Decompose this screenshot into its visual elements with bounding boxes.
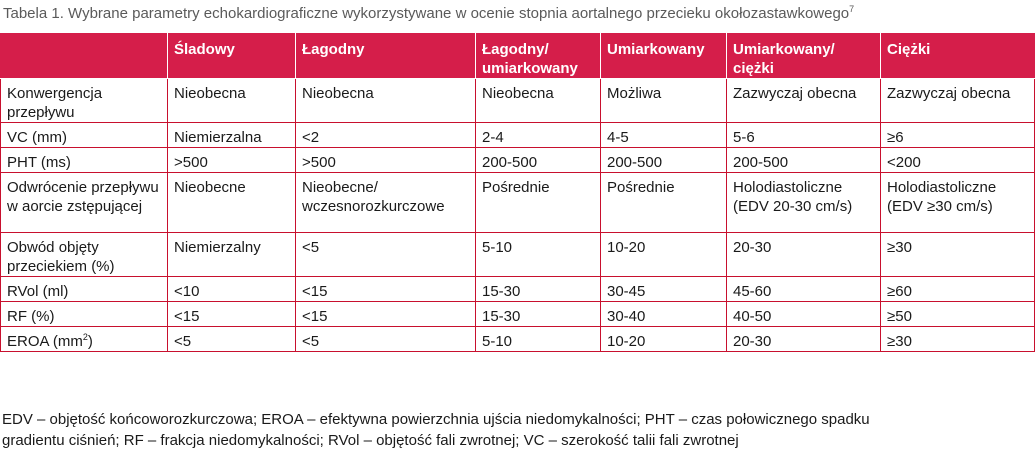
cell-value: 2-4 [482,129,504,146]
cell-value: 5-6 [733,129,755,146]
table-cell [296,173,476,233]
table-cell [168,302,296,327]
table-cell [476,302,601,327]
table-cell [296,123,476,148]
cell-value: Pośrednie [607,179,675,196]
row-label-cell [1,173,168,233]
cell-value: Niemierzalna [174,129,262,146]
row-label: RVol (ml) [7,283,69,300]
table-cell [168,79,296,123]
table-cell [296,148,476,173]
table-row [1,233,1035,277]
table-body [1,79,1035,352]
cell-value: Nieobecne [174,179,246,196]
table-cell [476,123,601,148]
cell-value: Pośrednie [482,179,550,196]
table-row [1,277,1035,302]
unit-close-paren: ) [87,333,93,350]
cell-value: Zazwyczaj obecna [733,85,857,102]
table-cell [476,327,601,352]
table-cell [881,233,1035,277]
header-row [1,34,1035,79]
table-cell [881,79,1035,123]
cell-value: 4-5 [607,129,629,146]
table-cell [601,327,727,352]
table-cell [727,173,881,233]
table-cell [168,173,296,233]
cell-value: 10-20 [607,239,646,256]
table-cell [476,148,601,173]
cell-value: <2 [302,129,320,146]
table-cell [476,233,601,277]
header-cell-empty [1,34,168,79]
footnote-line-1: EDV – objętość końcoworozkurczowa; EROA – efektywna powierzchnia ujścia niedomykalności; PHT – czas połowicznego spadku [2,411,870,428]
cell-value: 30-45 [607,283,646,300]
cell-value: <15 [302,283,328,300]
table-cell [168,277,296,302]
table-cell [881,123,1035,148]
table-cell [881,173,1035,233]
cell-value: <5 [302,333,320,350]
table-cell [727,327,881,352]
cell-value: 40-50 [733,308,772,325]
table-cell [881,302,1035,327]
table-cell [168,123,296,148]
table-cell [881,148,1035,173]
unit-superscript: 2 [82,332,88,342]
row-label: RF (%) [7,308,55,325]
header-cell: Łagodny [296,34,476,79]
table-cell [296,79,476,123]
table-cell [727,123,881,148]
cell-value: 20-30 [733,333,772,350]
cell-value: >500 [174,154,208,171]
table-row [1,302,1035,327]
table-cell [168,327,296,352]
table-row [1,123,1035,148]
table-header [1,34,1035,79]
table-cell [476,173,601,233]
row-label-cell [1,148,168,173]
row-label: Konwergencja przepływu [7,85,103,121]
caption-text: Tabela 1. Wybrane parametry echokardiograficzne wykorzystywane w ocenie stopnia aortalnego przecieku okołozastawkowego [3,5,850,22]
table-cell [601,148,727,173]
cell-value: <5 [174,333,192,350]
cell-value: Niemierzalny [174,239,261,256]
cell-value: ≥50 [887,308,912,325]
cell-value: 10-20 [607,333,646,350]
cell-value: ≥30 [887,239,912,256]
table-cell [476,79,601,123]
table-cell [727,79,881,123]
cell-value: >500 [302,154,336,171]
cell-value: Nieobecne/ wczesnorozkurczowe [302,179,445,215]
table-cell [168,233,296,277]
cell-value: Holodiastoliczne (EDV 20-30 cm/s) [733,179,853,215]
table-cell [601,123,727,148]
cell-value: 30-40 [607,308,646,325]
header-cell: Umiarkowany [601,34,727,79]
row-label-cell [1,302,168,327]
table-footnote [2,409,1032,451]
cell-value: 15-30 [482,308,521,325]
header-cell: Umiarkowany/ ciężki [727,34,881,79]
header-cell: Śladowy [168,34,296,79]
row-label: EROA (mm [7,333,83,350]
cell-value: 200-500 [482,154,538,171]
table-cell [601,173,727,233]
cell-value: Nieobecna [302,85,374,102]
cell-value: ≥30 [887,333,912,350]
cell-value: <15 [174,308,200,325]
table-cell [727,233,881,277]
cell-value: Zazwyczaj obecna [887,85,1011,102]
table-row [1,173,1035,233]
table-cell [727,277,881,302]
table-cell [296,302,476,327]
cell-value: 45-60 [733,283,772,300]
header-cell: Łagodny/ umiarkowany [476,34,601,79]
cell-value: 15-30 [482,283,521,300]
table-cell [601,277,727,302]
cell-value: Możliwa [607,85,662,102]
row-label-cell [1,233,168,277]
cell-value: <10 [174,283,200,300]
cell-value: ≥6 [887,129,904,146]
cell-value: ≥60 [887,283,912,300]
cell-value: <15 [302,308,328,325]
cell-value: <200 [887,154,921,171]
table-cell [168,148,296,173]
table-cell [601,233,727,277]
table-cell [881,277,1035,302]
footnote-line-2: gradientu ciśnień; RF – frakcja niedomykalności; RVol – objętość fali zwrotnej; VC – szerokość talii fali zwrotnej [2,432,739,449]
table-cell [727,148,881,173]
row-label-cell [1,79,168,123]
cell-value: 200-500 [733,154,789,171]
table-row [1,148,1035,173]
header-cell: Ciężki [881,34,1035,79]
parameters-table [0,33,1035,352]
table-cell [476,277,601,302]
row-label: Obwód objęty przeciekiem (%) [7,239,115,275]
table-cell [296,233,476,277]
row-label-cell [1,327,168,352]
row-label: Odwrócenie przepływu w aorcie zstępującej [7,179,159,215]
table-cell [881,327,1035,352]
table-cell [601,79,727,123]
cell-value: <5 [302,239,320,256]
cell-value: 200-500 [607,154,663,171]
table-cell [601,302,727,327]
cell-value: 5-10 [482,333,513,350]
table-row [1,327,1035,352]
table-cell [296,327,476,352]
row-label: VC (mm) [7,129,67,146]
row-label-cell [1,277,168,302]
cell-value: Nieobecna [482,85,554,102]
caption-reference: 7 [849,4,855,14]
row-label: PHT (ms) [7,154,71,171]
table-caption [3,5,854,22]
cell-value: 20-30 [733,239,772,256]
row-label-cell [1,123,168,148]
table-cell [296,277,476,302]
cell-value: 5-10 [482,239,513,256]
table-row [1,79,1035,123]
table-cell [727,302,881,327]
cell-value: Holodiastoliczne (EDV ≥30 cm/s) [887,179,997,215]
cell-value: Nieobecna [174,85,246,102]
